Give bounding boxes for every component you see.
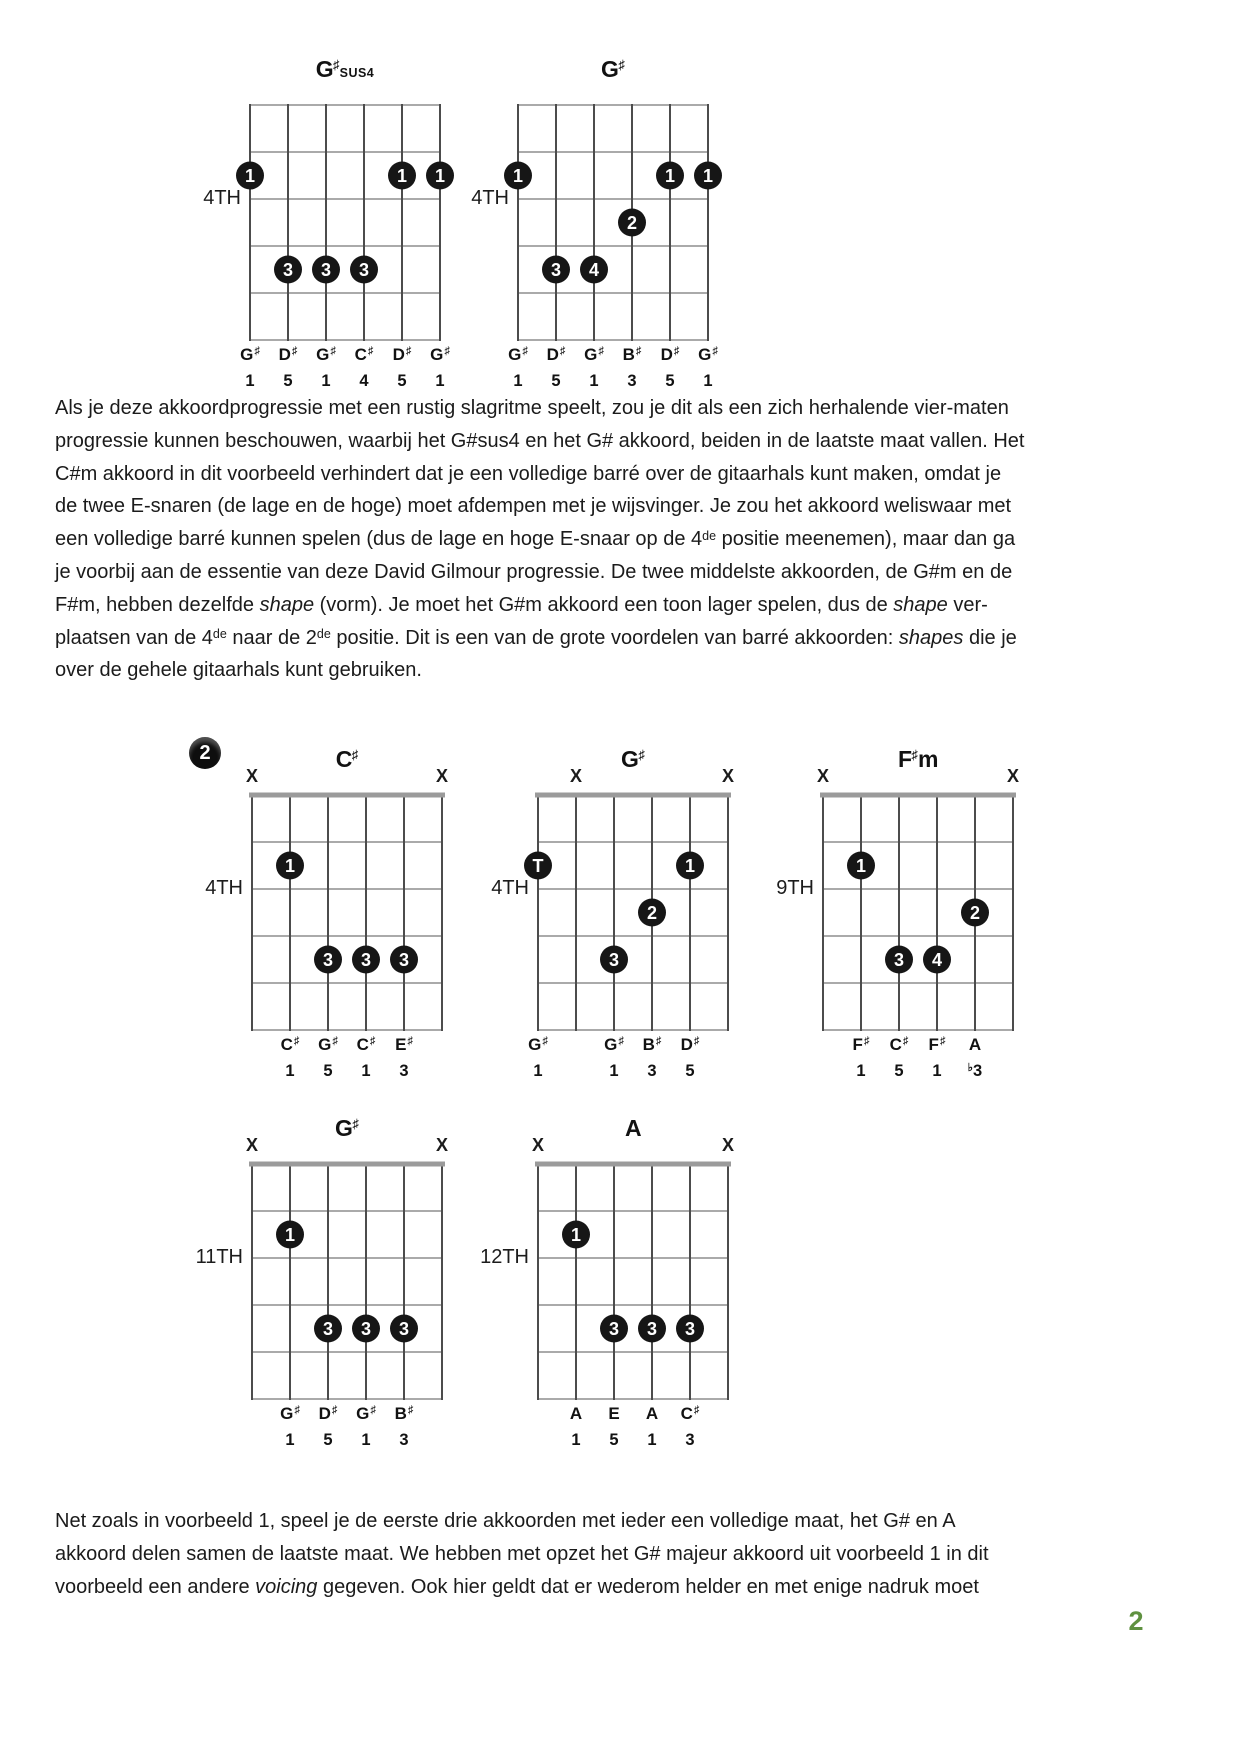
chord-diagram-csharp [180, 730, 480, 1092]
finger-number: 3 [608, 950, 620, 970]
scale-degree: 1 [321, 372, 331, 390]
text-line [55, 458, 1195, 491]
note-name: G♯ [584, 345, 604, 364]
sharp-sign: ♯ [635, 345, 642, 357]
sharp-sign: ♯ [618, 57, 625, 72]
chord-title-text: SUS4 [339, 66, 375, 80]
grid-top-bar [820, 793, 1016, 798]
finger-number: 3 [360, 1319, 372, 1339]
scale-degree: ♭3 [967, 1062, 983, 1080]
note-name: D♯ [392, 345, 412, 364]
finger-number: 3 [398, 1319, 410, 1339]
chord-diagram-gsharp-thumb [466, 730, 766, 1092]
sharp-sign: ♯ [291, 345, 298, 357]
note-name: D♯ [278, 345, 298, 364]
text-segment: positie meenemen), maar dan ga [716, 528, 1016, 551]
text-segment: ver- [947, 593, 988, 616]
sharp-sign: ♯ [939, 1035, 946, 1047]
scale-degree: 1 [435, 372, 445, 390]
note-name: E [608, 1404, 620, 1423]
text-segment: een volledige barré kunnen spelen (dus de lage en hoge E-snaar op de 4 [55, 528, 703, 551]
scale-degree: 5 [283, 372, 293, 390]
muted-string-x: X [1006, 766, 1019, 786]
sharp-sign: ♯ [407, 1404, 414, 1416]
text-segment: voicing [255, 1575, 318, 1598]
text-segment: de twee E-snaren (de lage en de hoge) moet afdempen met je wijsvinger. Je zou het akkoord weliswaar met [55, 495, 1012, 518]
finger-number: 3 [608, 1319, 620, 1339]
text-line [55, 622, 1195, 655]
sharp-sign: ♯ [294, 1404, 300, 1416]
note-name: B♯ [642, 1035, 662, 1054]
scale-degree: 5 [685, 1062, 695, 1080]
finger-number: 1 [855, 856, 867, 876]
scale-degree: 3 [647, 1062, 657, 1080]
chord-title [220, 56, 470, 83]
sharp-sign: ♯ [863, 1035, 870, 1047]
finger-number: 1 [684, 856, 696, 876]
sharp-sign: ♯ [351, 747, 359, 762]
sharp-sign: ♯ [370, 1404, 376, 1416]
text-segment: akkoord delen samen de laatste maat. We hebben met opzet het G# majeur akkoord uit voorbeeld 1 in dit [55, 1542, 989, 1565]
finger-number: 1 [396, 166, 408, 186]
chord-title-text: G [601, 56, 619, 82]
scale-degree: 3 [399, 1431, 409, 1449]
sharp-sign: ♯ [693, 1404, 700, 1416]
text-line [55, 490, 1195, 523]
finger-number: 3 [893, 950, 905, 970]
fret-position-label: 11TH [195, 1246, 243, 1268]
note-name: F♯ [852, 1035, 870, 1054]
finger-number: 1 [664, 166, 676, 186]
note-name: C♯ [354, 345, 374, 364]
sharp-sign: ♯ [542, 1035, 548, 1047]
scale-degree: 3 [685, 1431, 695, 1449]
muted-string-x: X [816, 766, 829, 786]
muted-string-x: X [721, 766, 734, 786]
muted-string-x: X [721, 1135, 734, 1155]
text-segment: die je [963, 626, 1017, 649]
finger-number: 2 [626, 213, 638, 233]
note-name: B♯ [622, 345, 642, 364]
example-number-badge: 2 [189, 737, 221, 769]
sharp-sign: ♯ [444, 345, 450, 357]
grid-top-bar [249, 793, 445, 798]
text-line [55, 425, 1195, 458]
chord-diagram-fsharp-m [751, 730, 1051, 1092]
finger-number: 1 [434, 166, 446, 186]
sharp-sign: ♯ [330, 345, 336, 357]
chord-title-text: G [621, 746, 639, 772]
scale-degree: 5 [609, 1431, 619, 1449]
note-name: G♯ [430, 345, 450, 364]
sharp-sign: ♯ [407, 1035, 413, 1047]
sharp-sign: ♯ [522, 345, 528, 357]
scale-degree: 1 [285, 1431, 295, 1449]
sharp-sign: ♯ [712, 345, 718, 357]
scale-degree: 1 [589, 372, 599, 390]
note-name: G♯ [698, 345, 718, 364]
text-segment: positie. Dit is een van de grote voordelen van barré akkoorden: [330, 626, 899, 649]
muted-string-x: X [245, 1135, 258, 1155]
text-segment: je voorbij aan de essentie van deze David Gilmour progressie. De twee middelste akkoorden, de G#m en de [55, 560, 1013, 583]
text-segment: shape [893, 593, 948, 616]
sharp-sign: ♯ [352, 1116, 359, 1131]
fret-position-label: 9TH [776, 877, 814, 899]
text-line [55, 589, 1195, 622]
note-name: G♯ [316, 345, 336, 364]
note-name: G♯ [604, 1035, 624, 1054]
sharp-sign: ♯ [293, 1035, 300, 1047]
scale-degree: 1 [571, 1431, 581, 1449]
muted-string-x: X [245, 766, 258, 786]
finger-number: 3 [282, 260, 294, 280]
chord-title-text: G [315, 56, 334, 82]
chord-title-text: G [335, 1115, 353, 1141]
finger-number: 2 [969, 903, 981, 923]
text-segment: voorbeeld een andere [55, 1575, 256, 1598]
finger-number: 3 [320, 260, 332, 280]
sharp-sign: ♯ [254, 345, 260, 357]
finger-number: 3 [398, 950, 410, 970]
scale-degree: 5 [323, 1062, 333, 1080]
chord-diagram-gsharp-sus4 [178, 40, 478, 402]
finger-number: 3 [322, 950, 334, 970]
scale-degree: 1 [513, 372, 523, 390]
sharp-sign: ♯ [655, 1035, 662, 1047]
sharp-sign: ♯ [598, 345, 604, 357]
finger-number: 3 [550, 260, 562, 280]
scale-degree: 5 [894, 1062, 904, 1080]
sharp-sign: ♯ [559, 345, 566, 357]
finger-number: 3 [322, 1319, 334, 1339]
grid-top-bar [249, 1162, 445, 1167]
fret-position-label: 4TH [471, 187, 509, 209]
note-name: C♯ [889, 1035, 909, 1054]
sharp-sign: ♯ [333, 57, 340, 72]
text-segment: shapes [898, 626, 964, 649]
text-segment: C#m akkoord in dit voorbeeld verhindert dat je een volledige barré over de gitaarhals kunt maken, omdat je [55, 462, 1002, 485]
text-segment: over de gehele gitaarhals kunt gebruiken. [55, 659, 422, 682]
note-name: G♯ [356, 1404, 376, 1423]
note-name: C♯ [280, 1035, 300, 1054]
finger-number: 1 [702, 166, 714, 186]
text-line [55, 392, 1195, 425]
scale-degree: 5 [665, 372, 675, 390]
chord-title-text: m [918, 746, 938, 772]
fret-position-label: 12TH [480, 1246, 529, 1268]
note-name: G♯ [240, 345, 260, 364]
finger-number: 3 [358, 260, 370, 280]
grid-top-bar [535, 793, 731, 798]
sharp-sign: ♯ [673, 345, 680, 357]
text-line [55, 1571, 1195, 1604]
text-line [55, 1505, 1195, 1538]
scale-degree: 1 [285, 1062, 295, 1080]
text-segment: de [212, 626, 227, 641]
text-line [55, 1538, 1195, 1571]
chord-diagram-gsharp [446, 40, 746, 402]
paragraph-2 [55, 1505, 1195, 1603]
finger-number: 1 [284, 856, 296, 876]
sharp-sign: ♯ [911, 747, 919, 762]
note-name: D♯ [660, 345, 680, 364]
finger-number: 2 [646, 903, 658, 923]
note-name: A [645, 1404, 659, 1423]
note-name: D♯ [546, 345, 566, 364]
fret-position-label: 4TH [491, 877, 529, 899]
note-name: E♯ [395, 1035, 413, 1054]
note-name: A [968, 1035, 982, 1054]
scale-degree: 1 [245, 372, 255, 390]
scale-degree: 1 [361, 1431, 371, 1449]
finger-number: 1 [244, 166, 256, 186]
note-name: G♯ [528, 1035, 548, 1054]
text-segment: plaatsen van de 4 [55, 626, 213, 649]
note-name: G♯ [508, 345, 528, 364]
fret-position-label: 4TH [205, 877, 243, 899]
note-name: C♯ [356, 1035, 376, 1054]
flat-sign: ♭ [967, 1062, 973, 1074]
text-segment: naar de 2 [226, 626, 317, 649]
scale-degree: 1 [703, 372, 713, 390]
text-segment: de [702, 528, 717, 543]
finger-number: 3 [646, 1319, 658, 1339]
fret-position-label: 4TH [203, 187, 241, 209]
finger-number: 4 [588, 260, 600, 280]
page-number: 2 [1128, 1606, 1144, 1636]
finger-number: 3 [360, 950, 372, 970]
scale-degree: 1 [856, 1062, 866, 1080]
sharp-sign: ♯ [405, 345, 412, 357]
sharp-sign: ♯ [369, 1035, 376, 1047]
note-name: F♯ [928, 1035, 946, 1054]
text-segment: Net zoals in voorbeeld 1, speel je de eerste drie akkoorden met ieder een volledige maat, het G# en A [55, 1510, 956, 1532]
text-line [55, 523, 1195, 556]
sharp-sign: ♯ [638, 747, 645, 762]
scale-degree: 5 [397, 372, 407, 390]
sharp-sign: ♯ [332, 1035, 338, 1047]
muted-string-x: X [435, 1135, 448, 1155]
scale-degree: 1 [647, 1431, 657, 1449]
note-name: C♯ [680, 1404, 700, 1423]
chord-title-text: F [897, 746, 912, 772]
text-segment: progressie kunnen beschouwen, waarbij het G#sus4 en het G# akkoord, beiden in de laatste maat vallen. Het [55, 429, 1025, 452]
scale-degree: 1 [932, 1062, 942, 1080]
scale-degree: 1 [609, 1062, 619, 1080]
finger-number: 1 [284, 1225, 296, 1245]
sharp-sign: ♯ [331, 1404, 338, 1416]
note-name: G♯ [318, 1035, 338, 1054]
sharp-sign: ♯ [618, 1035, 624, 1047]
chord-title-text: A [624, 1115, 642, 1141]
sharp-sign: ♯ [902, 1035, 909, 1047]
grid-top-bar [535, 1162, 731, 1167]
scale-degree: 5 [551, 372, 561, 390]
text-segment: Als je deze akkoordprogressie met een rustig slagritme speelt, zou je dit als een zich herhalende vier-maten [55, 397, 1009, 419]
sharp-sign: ♯ [693, 1035, 700, 1047]
note-name: D♯ [318, 1404, 338, 1423]
scale-degree: 3 [627, 372, 637, 390]
sharp-sign: ♯ [367, 345, 374, 357]
paragraph-1 [55, 392, 1195, 687]
note-name: D♯ [680, 1035, 700, 1054]
muted-string-x: X [569, 766, 582, 786]
finger-number: T [532, 856, 544, 876]
chord-diagram-a-12th [466, 1099, 766, 1461]
note-name: A [569, 1404, 583, 1423]
finger-number: 1 [512, 166, 524, 186]
text-segment: shape [259, 593, 315, 616]
scale-degree: 1 [361, 1062, 371, 1080]
chord-title-text: C [335, 746, 352, 772]
muted-string-x: X [531, 1135, 544, 1155]
scale-degree: 4 [359, 372, 369, 390]
text-segment: gegeven. Ook hier geldt dat er wederom helder en met enige nadruk moet [317, 1575, 979, 1598]
text-line [55, 556, 1195, 589]
finger-number: 4 [931, 950, 943, 970]
finger-number: 3 [684, 1319, 696, 1339]
text-segment: F#m, hebben dezelfde [55, 593, 260, 616]
scale-degree: 1 [533, 1062, 543, 1080]
scale-degree: 3 [399, 1062, 409, 1080]
text-line [55, 654, 1195, 687]
muted-string-x: X [435, 766, 448, 786]
scale-degree: 5 [323, 1431, 333, 1449]
text-segment: (vorm). Je moet het G#m akkoord een toon lager spelen, dus de [314, 593, 894, 616]
chord-diagram-gsharp-11th [180, 1099, 480, 1461]
finger-number: 1 [570, 1225, 582, 1245]
text-segment: de [316, 626, 331, 641]
note-name: G♯ [280, 1404, 300, 1423]
note-name: B♯ [394, 1404, 414, 1423]
chord-title [488, 56, 738, 83]
